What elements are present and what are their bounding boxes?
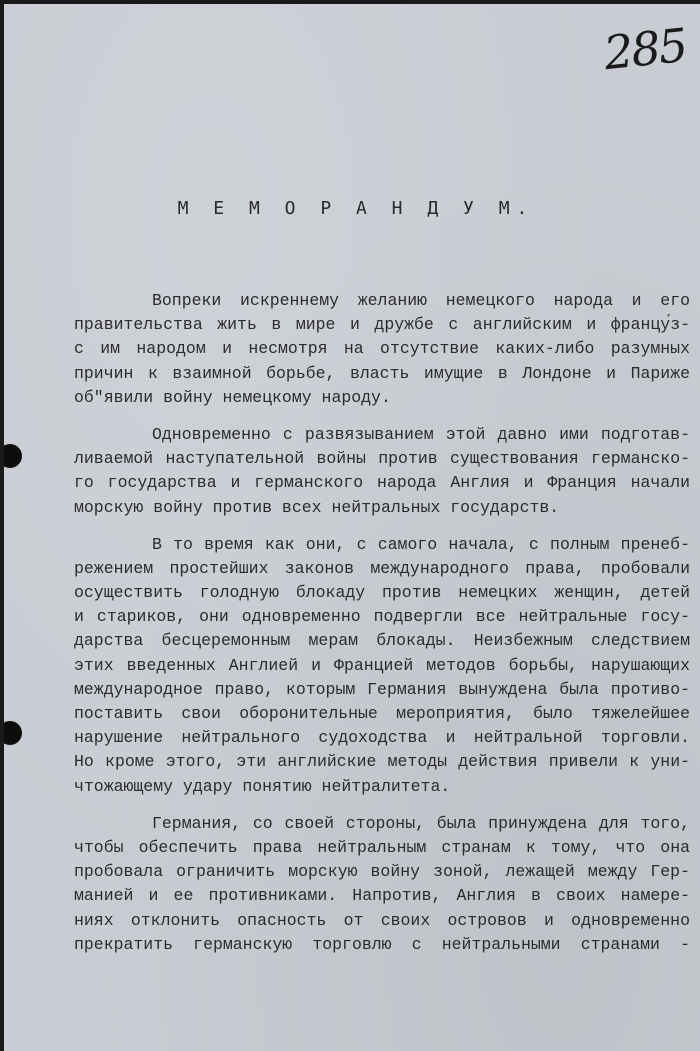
paragraph-3 (74, 533, 690, 799)
text-line: об"явили войну немецкому народу. (74, 387, 391, 407)
text-line: Вопреки искреннему желанию немецкого народа и его (152, 291, 690, 310)
paragraph-1 (74, 289, 690, 410)
text-line: с им народом и несмотря на отсутствие каких-либо разумных (74, 339, 690, 359)
punch-hole-top (4, 444, 22, 468)
paragraph-2 (74, 423, 690, 520)
text-line: осуществить голодную блокаду против немецких женщин, детей (74, 583, 690, 603)
text-line: поставить свои оборонительные мероприятия, было тяжелейшее (74, 704, 690, 723)
text-line: Германия, со своей стороны, была принуждена для того, (152, 813, 690, 833)
text-line: В то время как они, с самого начала, с полным пренеб- (152, 534, 690, 554)
text-line: чтобы обеспечить права нейтральным странам к тому, что она (74, 837, 690, 857)
text-line: правительства жить в мире и дружбе с английским и францу́з- (74, 315, 690, 335)
paragraph-4 (74, 812, 690, 957)
handwritten-page-number: 285 (601, 17, 689, 81)
text-line: и стариков, они одновременно подвергли все нейтральные госу- (74, 607, 690, 627)
text-line: причин к взаимной борьбе, власть имущие в Лондоне и Париже (74, 363, 690, 383)
text-line: международное право, которым Германия вынуждена была противо- (74, 679, 690, 699)
text-line: ливаемой наступательной войны против существования германско- (74, 449, 690, 469)
text-line: режением простейших законов международного права, пробовали (74, 558, 690, 578)
text-line: нарушение нейтрального судоходства и нейтральной торговли. (74, 728, 690, 748)
text-line: ниях отклонить опасность от своих островов и одновременно (74, 910, 690, 930)
text-line: дарства бесцеремонным мерам блокады. Неизбежным следствием (74, 631, 690, 651)
text-line: чтожающему удару понятию нейтралитета. (74, 776, 451, 796)
punch-hole-bottom (4, 721, 22, 745)
text-line: манией и ее противниками. Напротив, Англия в своих намере- (74, 886, 690, 906)
document-title: М Е М О Р А Н Д У М. (177, 198, 535, 219)
text-line: го государства и германского народа Англия и Франция начали (74, 473, 690, 493)
text-line: пробовала ограничить морскую войну зоной, лежащей между Гер- (74, 862, 690, 882)
text-line: Но кроме этого, эти английские методы действия привели к уни- (74, 752, 690, 772)
text-line: этих введенных Англией и Францией методов борьбы, нарушающих (74, 655, 690, 675)
document-page (4, 4, 700, 1051)
document-body (74, 289, 690, 970)
text-line: Одновременно с развязыванием этой давно ими подготав- (152, 424, 690, 444)
text-line: морскую войну против всех нейтральных государств. (74, 497, 560, 517)
text-line: прекратить германскую торговлю с нейтральными странами - (74, 934, 690, 954)
